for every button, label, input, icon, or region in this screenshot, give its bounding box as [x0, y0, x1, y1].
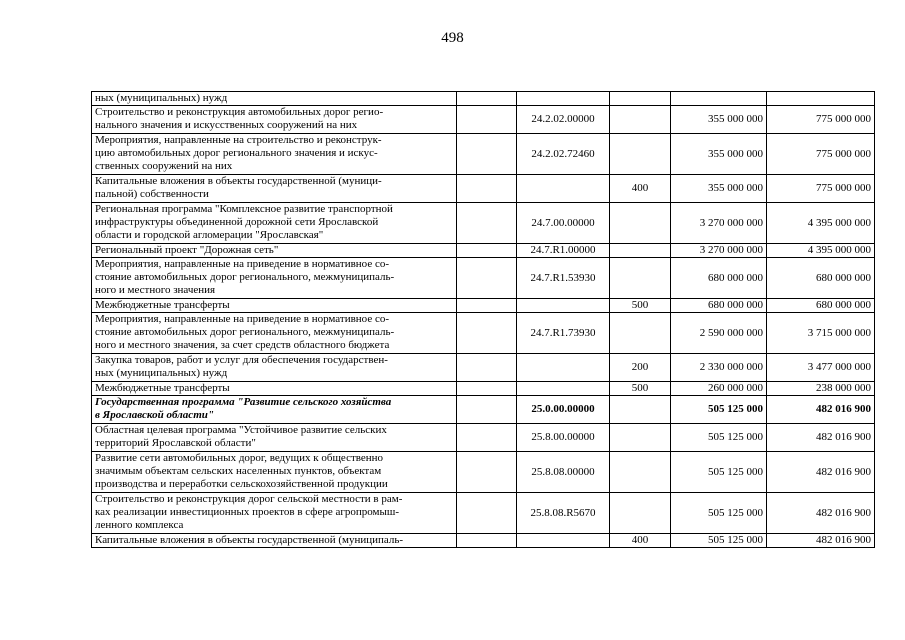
- row-amount1-text: 505 125 000: [708, 506, 763, 519]
- table-row: [92, 258, 875, 299]
- row-type-text: 400: [631, 534, 649, 546]
- row-blank-cell: [457, 299, 517, 313]
- row-type-text: 200: [631, 361, 649, 373]
- row-amount1-text: 505 125 000: [708, 534, 763, 546]
- row-amount1-text: 680 000 000: [708, 271, 763, 284]
- row-code-text: 25.8.08.00000: [531, 465, 595, 478]
- row-type-cell: [610, 354, 671, 382]
- row-name-text: Мероприятия, направленные на строительство и реконструк- цию автомобильных дорог регионального значения и искус- ственных сооружений на них: [95, 134, 382, 172]
- row-blank-cell: [457, 244, 517, 258]
- row-name-cell: [92, 313, 457, 354]
- row-type-cell: [610, 175, 671, 203]
- row-amount2-text: 482 016 900: [816, 506, 871, 519]
- budget-table-body: [92, 92, 875, 548]
- row-amount1-cell: [671, 493, 767, 534]
- row-amount1-cell: [671, 134, 767, 175]
- row-blank-cell: [457, 424, 517, 452]
- row-code-text: 24.7.R1.53930: [530, 271, 596, 284]
- row-name-cell: [92, 106, 457, 134]
- row-name-text: Мероприятия, направленные на приведение в нормативное со- стояние автомобильных дорог регионального, межмуниципаль- ного и местного значения: [95, 258, 395, 296]
- row-amount2-text: 680 000 000: [816, 271, 871, 284]
- table-row: [92, 396, 875, 424]
- table-row: [92, 354, 875, 382]
- row-code-text: 24.7.R1.73930: [530, 326, 596, 339]
- row-code-cell: [517, 313, 610, 354]
- table-row: [92, 92, 875, 106]
- row-amount2-text: 3 715 000 000: [807, 326, 871, 339]
- row-code-cell: [517, 424, 610, 452]
- row-amount2-cell: [767, 382, 875, 396]
- row-name-cell: [92, 134, 457, 175]
- budget-table: [91, 91, 875, 548]
- row-amount1-cell: [671, 299, 767, 313]
- row-code-cell: [517, 299, 610, 313]
- row-type-cell: [610, 313, 671, 354]
- row-amount2-text: 4 395 000 000: [807, 244, 871, 256]
- row-name-cell: [92, 534, 457, 548]
- table-row: [92, 175, 875, 203]
- row-amount2-text: 775 000 000: [816, 113, 871, 125]
- table-row: [92, 134, 875, 175]
- row-code-cell: [517, 396, 610, 424]
- row-code-cell: [517, 106, 610, 134]
- row-type-cell: [610, 424, 671, 452]
- row-name-text: Государственная программа "Развитие сельского хозяйства в Ярославской области": [95, 396, 392, 421]
- row-blank-cell: [457, 203, 517, 244]
- row-amount2-cell: [767, 313, 875, 354]
- row-amount2-cell: [767, 203, 875, 244]
- row-amount1-text: 680 000 000: [708, 299, 763, 311]
- row-amount2-cell: [767, 106, 875, 134]
- row-amount1-cell: [671, 106, 767, 134]
- row-amount1-text: 260 000 000: [708, 382, 763, 394]
- row-code-text: 25.8.00.00000: [531, 431, 595, 443]
- row-blank-cell: [457, 134, 517, 175]
- row-name-text: Межбюджетные трансферты: [95, 299, 230, 311]
- row-amount1-cell: [671, 258, 767, 299]
- row-amount1-text: 2 590 000 000: [699, 326, 763, 339]
- row-code-text: 25.8.08.R5670: [530, 506, 596, 519]
- row-name-cell: [92, 92, 457, 106]
- row-blank-cell: [457, 258, 517, 299]
- table-row: [92, 244, 875, 258]
- row-name-cell: [92, 354, 457, 382]
- row-code-cell: [517, 134, 610, 175]
- row-name-cell: [92, 424, 457, 452]
- row-amount2-cell: [767, 134, 875, 175]
- row-code-cell: [517, 382, 610, 396]
- row-blank-cell: [457, 92, 517, 106]
- row-blank-cell: [457, 534, 517, 548]
- row-name-cell: [92, 382, 457, 396]
- row-amount2-cell: [767, 493, 875, 534]
- row-name-cell: [92, 299, 457, 313]
- row-name-text: ных (муниципальных) нужд: [95, 92, 228, 104]
- row-blank-cell: [457, 382, 517, 396]
- row-amount2-cell: [767, 244, 875, 258]
- table-row: [92, 534, 875, 548]
- row-type-cell: [610, 92, 671, 106]
- row-amount2-text: 680 000 000: [816, 299, 871, 311]
- row-blank-cell: [457, 452, 517, 493]
- row-name-cell: [92, 244, 457, 258]
- row-amount1-cell: [671, 354, 767, 382]
- row-name-text: Межбюджетные трансферты: [95, 382, 230, 394]
- row-amount1-text: 505 125 000: [708, 465, 763, 478]
- row-blank-cell: [457, 313, 517, 354]
- row-amount1-text: 505 125 000: [708, 431, 763, 443]
- row-name-cell: [92, 396, 457, 424]
- row-amount2-cell: [767, 452, 875, 493]
- row-type-cell: [610, 396, 671, 424]
- row-amount1-cell: [671, 92, 767, 106]
- row-type-text: 500: [631, 382, 649, 394]
- row-name-cell: [92, 452, 457, 493]
- row-amount2-cell: [767, 534, 875, 548]
- row-amount2-text: 482 016 900: [816, 465, 871, 478]
- row-type-cell: [610, 493, 671, 534]
- row-code-cell: [517, 92, 610, 106]
- row-amount2-text: 775 000 000: [816, 147, 871, 160]
- row-blank-cell: [457, 106, 517, 134]
- row-blank-cell: [457, 175, 517, 203]
- row-type-cell: [610, 106, 671, 134]
- row-name-text: Строительство и реконструкция автомобильных дорог регио- нального значения и искусственных сооружений на них: [95, 106, 384, 131]
- row-type-text: 500: [631, 299, 649, 311]
- row-name-cell: [92, 258, 457, 299]
- row-amount1-cell: [671, 313, 767, 354]
- row-type-cell: [610, 452, 671, 493]
- row-code-text: 24.2.02.72460: [531, 147, 595, 160]
- row-code-cell: [517, 203, 610, 244]
- row-name-text: Строительство и реконструкция дорог сельской местности в рам- ках реализации инвестиционных проектов в сфере агропромыш- ленного комплекса: [95, 493, 403, 531]
- row-amount2-cell: [767, 424, 875, 452]
- row-type-cell: [610, 299, 671, 313]
- row-amount1-cell: [671, 452, 767, 493]
- row-name-cell: [92, 203, 457, 244]
- row-amount1-cell: [671, 534, 767, 548]
- row-code-cell: [517, 452, 610, 493]
- row-amount2-cell: [767, 92, 875, 106]
- row-amount1-text: 3 270 000 000: [699, 216, 763, 229]
- page-number: 498: [441, 30, 464, 46]
- row-amount2-cell: [767, 396, 875, 424]
- row-amount1-text: 355 000 000: [708, 182, 763, 194]
- row-name-text: Капитальные вложения в объекты государственной (муниципаль-: [95, 534, 404, 546]
- row-amount1-text: 505 125 000: [708, 403, 763, 415]
- row-name-text: Закупка товаров, работ и услуг для обеспечения государствен- ных (муниципальных) нужд: [95, 354, 388, 379]
- row-type-cell: [610, 134, 671, 175]
- table-row: [92, 452, 875, 493]
- row-name-cell: [92, 175, 457, 203]
- row-name-text: Развитие сети автомобильных дорог, ведущих к общественно значимым объектам сельских населенных пунктов, объектам производства и переработки сельскохозяйственной продукции: [95, 452, 388, 490]
- row-type-cell: [610, 258, 671, 299]
- table-row: [92, 382, 875, 396]
- row-amount2-text: 3 477 000 000: [807, 361, 871, 373]
- row-type-cell: [610, 203, 671, 244]
- row-amount2-text: 482 016 900: [816, 534, 871, 546]
- row-amount1-text: 355 000 000: [708, 147, 763, 160]
- row-amount1-cell: [671, 175, 767, 203]
- row-amount2-text: 238 000 000: [816, 382, 871, 394]
- row-amount2-cell: [767, 258, 875, 299]
- row-code-cell: [517, 258, 610, 299]
- row-amount1-text: 355 000 000: [708, 113, 763, 125]
- row-amount2-cell: [767, 354, 875, 382]
- row-code-text: 25.0.00.00000: [531, 403, 595, 415]
- row-name-text: Региональный проект "Дорожная сеть": [95, 244, 279, 256]
- row-type-cell: [610, 534, 671, 548]
- row-code-text: 24.2.02.00000: [531, 113, 595, 125]
- row-blank-cell: [457, 493, 517, 534]
- row-amount1-text: 3 270 000 000: [699, 244, 763, 256]
- table-row: [92, 299, 875, 313]
- row-name-cell: [92, 493, 457, 534]
- row-blank-cell: [457, 396, 517, 424]
- table-row: [92, 106, 875, 134]
- table-row: [92, 424, 875, 452]
- row-amount1-cell: [671, 396, 767, 424]
- row-amount1-cell: [671, 424, 767, 452]
- row-amount2-text: 482 016 900: [816, 403, 871, 415]
- row-type-text: 400: [631, 182, 649, 194]
- table-row: [92, 493, 875, 534]
- row-code-text: 24.7.00.00000: [531, 216, 595, 229]
- row-type-cell: [610, 244, 671, 258]
- row-code-cell: [517, 175, 610, 203]
- row-amount2-text: 482 016 900: [816, 431, 871, 443]
- row-name-text: Областная целевая программа "Устойчивое развитие сельских территорий Ярославской области": [95, 424, 387, 449]
- row-amount1-text: 2 330 000 000: [699, 361, 763, 373]
- table-row: [92, 203, 875, 244]
- row-name-text: Капитальные вложения в объекты государственной (муници- пальной) собственности: [95, 175, 382, 200]
- row-code-cell: [517, 534, 610, 548]
- row-amount2-cell: [767, 175, 875, 203]
- row-amount2-cell: [767, 299, 875, 313]
- row-amount2-text: 775 000 000: [816, 182, 871, 194]
- row-blank-cell: [457, 354, 517, 382]
- row-code-text: 24.7.R1.00000: [530, 244, 596, 256]
- row-code-cell: [517, 354, 610, 382]
- table-row: [92, 313, 875, 354]
- row-code-cell: [517, 244, 610, 258]
- row-type-cell: [610, 382, 671, 396]
- row-name-text: Региональная программа "Комплексное развитие транспортной инфраструктуры объединенной дорожной сети Ярославской области и городской агломерации "Ярославская": [95, 203, 393, 241]
- row-amount2-text: 4 395 000 000: [807, 216, 871, 229]
- row-code-cell: [517, 493, 610, 534]
- row-amount1-cell: [671, 382, 767, 396]
- row-amount1-cell: [671, 244, 767, 258]
- row-amount1-cell: [671, 203, 767, 244]
- row-name-text: Мероприятия, направленные на приведение в нормативное со- стояние автомобильных дорог регионального, межмуниципаль- ного и местного значения, за счет средств областного бюджета: [95, 313, 395, 351]
